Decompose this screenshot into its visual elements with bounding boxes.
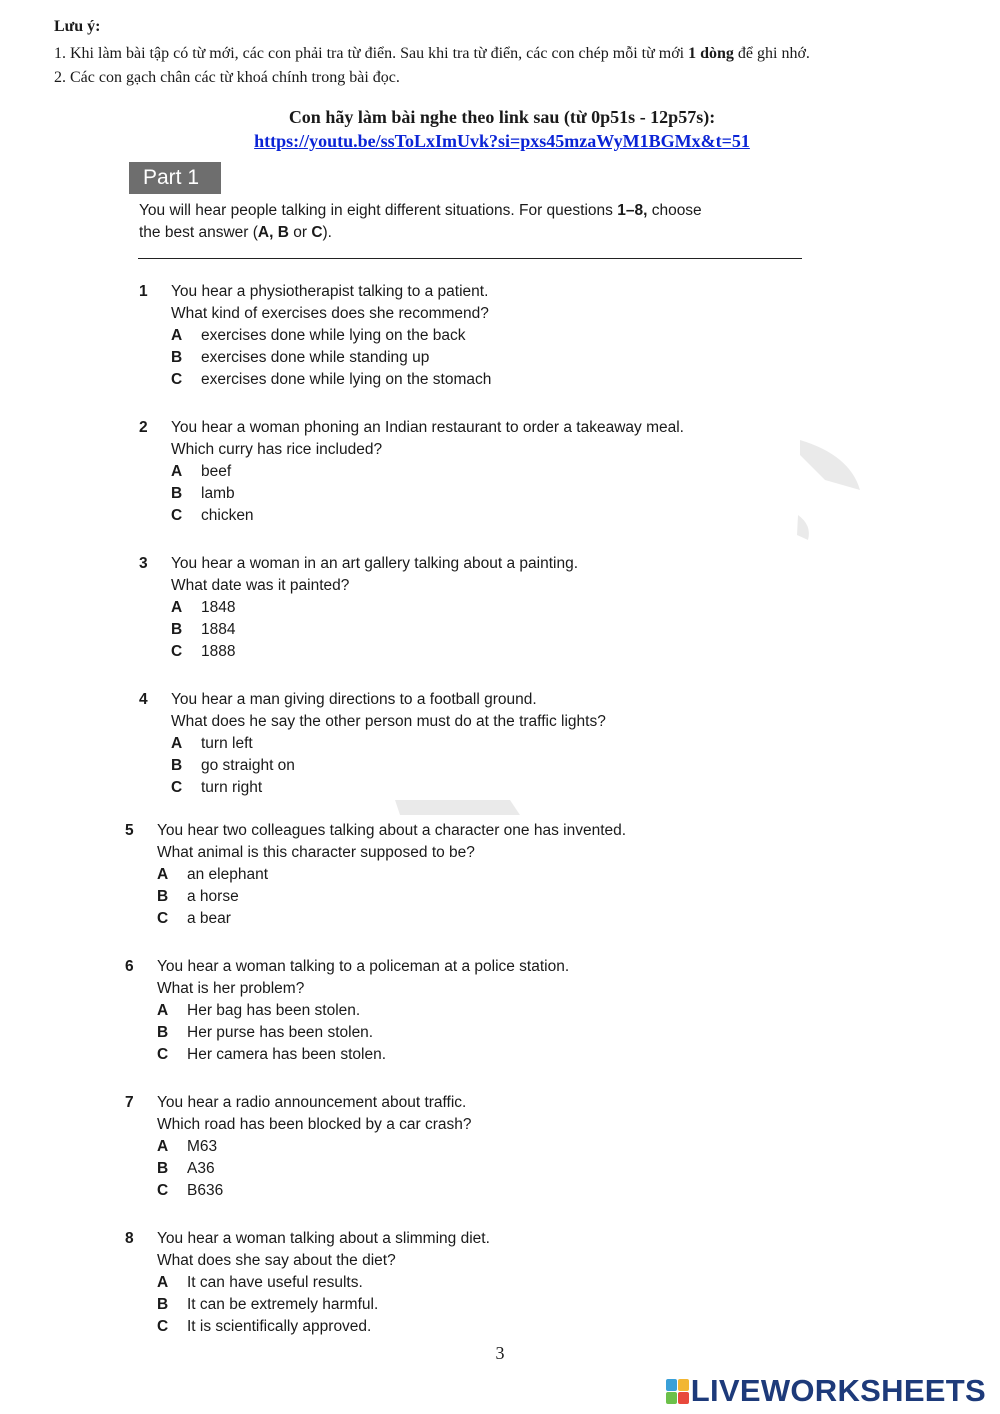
option-text: chicken: [201, 507, 254, 524]
note-title: Lưu ý:: [54, 18, 101, 35]
answer-option[interactable]: [171, 619, 578, 641]
note-line-1: [54, 45, 810, 63]
question-number: 4: [139, 691, 148, 708]
question-prompt: What kind of exercises does she recommend?: [171, 305, 489, 322]
question-number: 7: [125, 1094, 134, 1111]
option-letter: C: [157, 910, 169, 927]
logo-square: [666, 1392, 677, 1404]
option-letter: A: [157, 866, 169, 883]
logo-square: [666, 1379, 677, 1391]
option-text: a bear: [187, 910, 231, 927]
liveworksheets-wordmark: LIVEWORKSHEETS: [690, 1373, 986, 1408]
note-line-1-prefix: 1. Khi làm bài tập có từ mới, các con phải tra từ điển. Sau khi tra từ điển, các con chép mỗi từ mới: [54, 45, 689, 62]
option-text: Her camera has been stolen.: [187, 1046, 387, 1063]
question-context: You hear a physiotherapist talking to a patient.: [171, 283, 489, 300]
listening-title: Con hãy làm bài nghe theo link sau (từ 0p51s - 12p57s):: [288, 107, 716, 127]
option-text: 1888: [201, 643, 236, 660]
option-text: M63: [187, 1138, 218, 1155]
option-text: beef: [201, 463, 232, 480]
question-body: [171, 417, 684, 527]
divider: [138, 258, 802, 259]
option-letter: B: [157, 1024, 169, 1041]
option-letter: C: [171, 507, 183, 524]
answer-option[interactable]: [157, 1316, 490, 1338]
instructions-text: or: [288, 224, 312, 241]
option-text: exercises done while lying on the stomach: [201, 371, 492, 388]
option-letter: A: [171, 327, 183, 344]
note-line-2: 2. Các con gạch chân các từ khoá chính trong bài đọc.: [54, 69, 400, 86]
option-text: 1884: [201, 621, 236, 638]
option-text: lamb: [201, 485, 235, 502]
question-body: [171, 689, 606, 799]
question-context: You hear a woman talking to a policeman at a police station.: [157, 958, 570, 975]
question-context: You hear two colleagues talking about a character one has invented.: [157, 822, 627, 839]
option-text: exercises done while lying on the back: [201, 327, 466, 344]
option-letter: A: [171, 735, 183, 752]
answer-option[interactable]: [157, 908, 626, 930]
option-text: an elephant: [187, 866, 269, 883]
option-text: a horse: [187, 888, 239, 905]
option-letter: B: [157, 1160, 169, 1177]
option-letter: B: [171, 349, 183, 366]
question-body: [171, 553, 578, 663]
option-letter: A: [171, 463, 183, 480]
option-text: turn left: [201, 735, 253, 752]
question-context: You hear a woman talking about a slimming diet.: [157, 1230, 490, 1247]
option-text: A36: [187, 1160, 215, 1177]
answer-option[interactable]: [157, 1158, 471, 1180]
option-text: exercises done while standing up: [201, 349, 430, 366]
liveworksheets-logo: [666, 1373, 986, 1409]
option-text: It is scientifically approved.: [187, 1318, 372, 1335]
part-label: Part 1: [129, 162, 221, 194]
option-letter: C: [171, 643, 183, 660]
answer-option[interactable]: [171, 597, 578, 619]
answer-option[interactable]: [157, 1000, 569, 1022]
question-context: You hear a woman in an art gallery talking about a painting.: [171, 555, 579, 572]
question-body: [157, 956, 569, 1066]
instructions-choices: A, B: [257, 224, 289, 241]
question-number: 5: [125, 822, 134, 839]
question-number: 1: [139, 283, 148, 300]
option-letter: A: [157, 1274, 169, 1291]
question-prompt: Which curry has rice included?: [171, 441, 383, 458]
question-body: [157, 820, 626, 930]
option-letter: B: [171, 757, 183, 774]
question-prompt: What is her problem?: [157, 980, 305, 997]
question-number: 3: [139, 555, 148, 572]
answer-option[interactable]: [157, 1294, 490, 1316]
answer-option[interactable]: [157, 1044, 569, 1066]
answer-option[interactable]: [171, 369, 491, 391]
question-prompt: What does he say the other person must do at the traffic lights?: [171, 713, 606, 730]
answer-option[interactable]: [171, 325, 491, 347]
option-text: 1848: [201, 599, 236, 616]
option-text: It can have useful results.: [187, 1274, 363, 1291]
option-text: Her bag has been stolen.: [187, 1002, 361, 1019]
note-line-1-bold: 1 dòng: [688, 45, 734, 62]
instructions-line-2: [139, 222, 819, 244]
question-prompt: What date was it painted?: [171, 577, 350, 594]
question-number: 2: [139, 419, 148, 436]
option-letter: A: [157, 1138, 169, 1155]
answer-option[interactable]: [171, 777, 606, 799]
option-letter: C: [171, 779, 183, 796]
question-prompt: What does she say about the diet?: [157, 1252, 396, 1269]
answer-option[interactable]: [171, 641, 578, 663]
instructions-text: the best answer (: [139, 224, 258, 241]
answer-option[interactable]: [157, 864, 626, 886]
note-line-1-suffix: để ghi nhớ.: [733, 45, 810, 62]
question-prompt: Which road has been blocked by a car crash?: [157, 1116, 472, 1133]
option-letter: C: [157, 1046, 169, 1063]
instructions-range: 1–8,: [617, 202, 648, 219]
instructions-text: You will hear people talking in eight different situations. For questions: [139, 202, 618, 219]
question-prompt: What animal is this character supposed to be?: [157, 844, 475, 861]
answer-option[interactable]: [171, 755, 606, 777]
question-body: [157, 1092, 471, 1202]
question-context: You hear a radio announcement about traffic.: [157, 1094, 467, 1111]
answer-option[interactable]: [171, 733, 606, 755]
option-text: go straight on: [201, 757, 295, 774]
answer-option[interactable]: [157, 1022, 569, 1044]
logo-square: [678, 1392, 689, 1404]
instructions-choice-c: C: [311, 224, 323, 241]
question-context: You hear a woman phoning an Indian restaurant to order a takeaway meal.: [171, 419, 684, 436]
option-text: Her purse has been stolen.: [187, 1024, 374, 1041]
option-letter: B: [157, 888, 169, 905]
listening-link[interactable]: https://youtu.be/ssToLxImUvk?si=pxs45mzaWyM1BGMx&t=51: [254, 131, 750, 151]
answer-option[interactable]: [157, 886, 626, 908]
answer-option[interactable]: [171, 483, 684, 505]
answer-option[interactable]: [171, 505, 684, 527]
option-letter: B: [157, 1296, 169, 1313]
option-letter: C: [157, 1182, 169, 1199]
logo-square: [678, 1379, 689, 1391]
answer-option[interactable]: [157, 1272, 490, 1294]
option-letter: C: [157, 1318, 169, 1335]
option-letter: A: [171, 599, 183, 616]
answer-option[interactable]: [157, 1136, 471, 1158]
liveworksheets-icon: [666, 1379, 688, 1403]
question-number: 6: [125, 958, 134, 975]
question-body: [171, 281, 491, 391]
question-number: 8: [125, 1230, 134, 1247]
answer-option[interactable]: [171, 461, 684, 483]
option-letter: A: [157, 1002, 169, 1019]
page-number: 3: [495, 1343, 505, 1363]
option-text: B636: [187, 1182, 224, 1199]
option-text: It can be extremely harmful.: [187, 1296, 379, 1313]
question-context: You hear a man giving directions to a football ground.: [171, 691, 537, 708]
option-letter: C: [171, 371, 183, 388]
answer-option[interactable]: [171, 347, 491, 369]
instructions-text: choose: [647, 202, 702, 219]
part-instructions: [139, 200, 819, 244]
instructions-line-1: [139, 200, 819, 222]
option-text: turn right: [201, 779, 263, 796]
instructions-text: ).: [322, 224, 332, 241]
question-body: [157, 1228, 490, 1338]
answer-option[interactable]: [157, 1180, 471, 1202]
option-letter: B: [171, 621, 183, 638]
option-letter: B: [171, 485, 183, 502]
